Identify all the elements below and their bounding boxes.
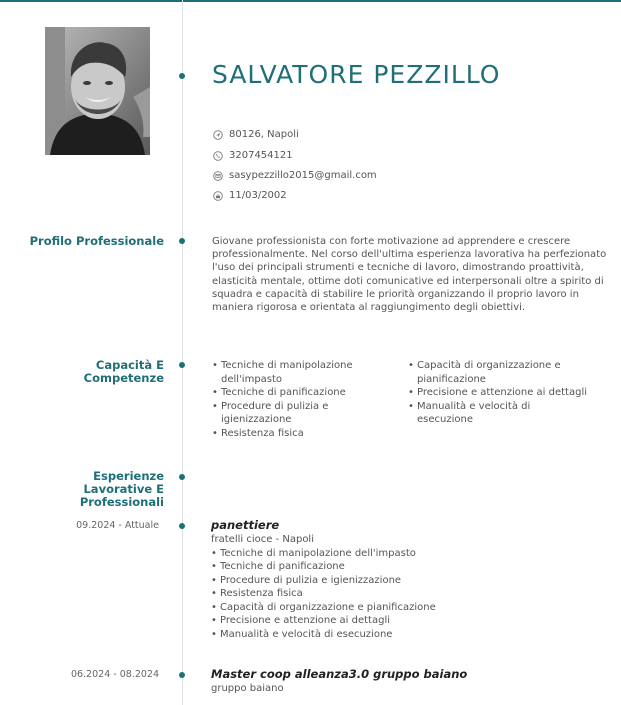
job-company: fratelli cioce - Napoli	[211, 534, 314, 545]
contact-text: sasypezzillo2015@gmail.com	[229, 170, 377, 181]
list-item: • Procedure di pulizia e igienizzazione	[211, 574, 611, 588]
contact-phone	[213, 150, 293, 161]
birthday-icon	[213, 191, 223, 201]
timeline-rule	[182, 0, 183, 705]
timeline-dot	[179, 73, 185, 79]
list-item: • Capacità di organizzazione e pianificazione	[211, 601, 611, 615]
contact-text: 11/03/2002	[229, 190, 287, 201]
contact-text: 80126, Napoli	[229, 129, 299, 140]
job-entry	[211, 518, 611, 641]
top-accent-bar	[0, 0, 621, 2]
list-item: • Manualità e velocità di esecuzione	[211, 628, 611, 642]
list-item: • Precisione e attenzione ai dettagli	[211, 614, 611, 628]
list-item: • Tecniche di manipolazione dell'impasto	[211, 547, 611, 561]
list-item: • Resistenza fisica	[212, 427, 392, 441]
email-icon	[213, 171, 223, 181]
contact-address	[213, 129, 299, 140]
contact-email	[213, 170, 377, 181]
skills-column-2	[408, 359, 588, 427]
timeline-dot	[179, 362, 185, 368]
contact-birthdate	[213, 190, 287, 201]
timeline-dot	[179, 523, 185, 529]
timeline-dot	[179, 238, 185, 244]
section-title-skills: Capacità E Competenze	[83, 358, 164, 385]
list-item: • Capacità di organizzazione e pianificazione	[408, 359, 588, 386]
list-item: • Tecniche di panificazione	[212, 386, 392, 400]
timeline-dot	[179, 474, 185, 480]
job-entry	[211, 667, 611, 696]
list-item: • Tecniche di manipolazione dell'impasto	[212, 359, 392, 386]
phone-icon	[213, 151, 223, 161]
timeline-dot	[179, 672, 185, 678]
list-item: • Tecniche di panificazione	[211, 560, 611, 574]
skills-column-1	[212, 359, 392, 440]
job-title: Master coop alleanza3.0 gruppo baiano	[211, 667, 468, 681]
list-item: • Procedure di pulizia e igienizzazione	[212, 400, 392, 427]
job-title: panettiere	[211, 518, 280, 532]
profile-text: Giovane professionista con forte motivazione ad apprendere e crescere professionalmente. Nel corso dell'ultima esperienza lavorativa ha perfezionato l'uso dei principali strumenti e tecniche di lavoro, dimostrando proattività, elasticità mentale, ottime doti comunicative ed interpersonali oltre a spirito di squadra e capacità di stabilire le priorità organizzando il proprio lavoro in maniera rigorosa e orientata al raggiungimento degli obiettivi.	[212, 236, 607, 314]
job-date: 06.2024 - 08.2024	[70, 669, 159, 680]
list-item: • Precisione e attenzione ai dettagli	[408, 386, 588, 400]
section-title-profile: Profilo Professionale	[29, 234, 164, 248]
job-date: 09.2024 - Attuale	[76, 520, 159, 531]
location-icon	[213, 130, 223, 140]
profile-photo	[45, 27, 150, 155]
contact-text: 3207454121	[229, 150, 293, 161]
list-item: • Manualità e velocità di esecuzione	[408, 400, 588, 427]
candidate-name: SALVATORE PEZZILLO	[212, 60, 501, 89]
section-title-experience: Esperienze Lavorative E Professionali	[79, 469, 164, 509]
job-company: gruppo baiano	[211, 683, 284, 694]
list-item: • Resistenza fisica	[211, 587, 611, 601]
